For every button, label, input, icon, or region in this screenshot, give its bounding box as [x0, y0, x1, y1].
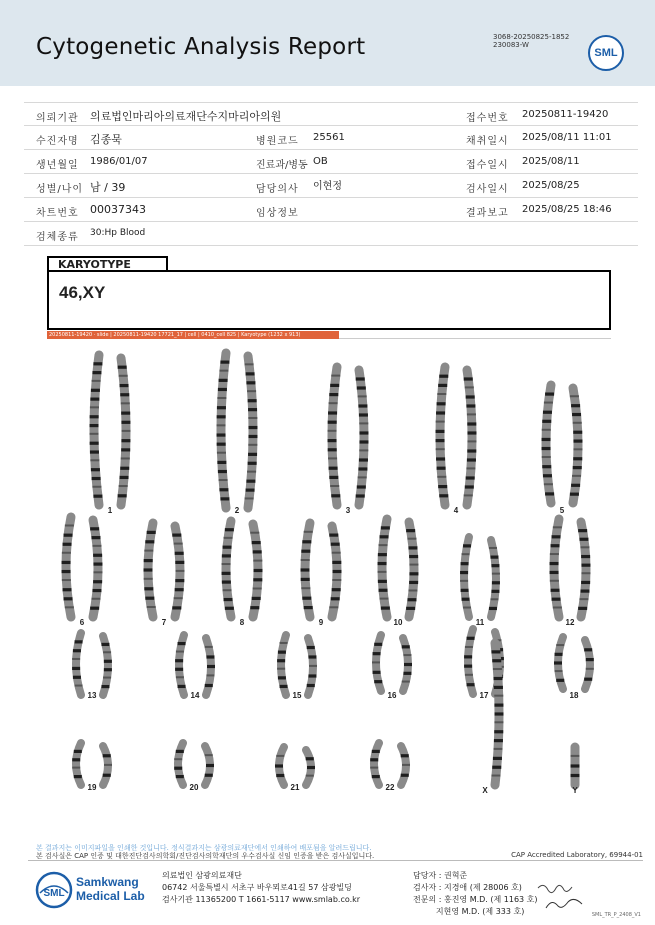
- chromosome-pair: [378, 519, 419, 617]
- chromosome-label: 18: [569, 691, 579, 700]
- chromosome-label: 10: [393, 618, 403, 627]
- dob-label: 생년월일: [36, 160, 79, 171]
- karyotype-result-box: [47, 270, 611, 330]
- chromosome-label: 19: [87, 783, 97, 792]
- chromosome-label: 11: [475, 618, 485, 627]
- sml-badge-text: SML: [594, 47, 618, 59]
- chromosome-pair: [328, 367, 369, 505]
- chart-value: 00037343: [90, 203, 146, 216]
- logo-line-2: Medical Lab: [76, 889, 145, 903]
- reception-no-value: 20250811-19420: [522, 109, 609, 120]
- reception-no-label: 접수번호: [466, 113, 509, 124]
- chromosome-label: 3: [345, 506, 351, 515]
- staff-examiner: 검사자 : 지경애 (제 28006 호): [413, 883, 522, 892]
- chromosome-pair: [72, 743, 112, 785]
- received-value: 2025/08/11: [522, 156, 580, 167]
- info-row: [24, 150, 638, 174]
- chromosome-pair: [62, 517, 103, 617]
- logo-wordmark: [76, 875, 145, 903]
- chromosome-pair: [370, 743, 410, 785]
- logo-line-1: Samkwang: [76, 875, 139, 889]
- karyogram-image: [40, 345, 620, 805]
- reported-label: 결과보고: [466, 208, 509, 219]
- specimen-value: 30:Hp Blood: [90, 228, 146, 238]
- chromosome-label: 8: [239, 618, 245, 627]
- specimen-label: 검체종류: [36, 232, 79, 243]
- org-name: 의료법인 삼광의료재단: [162, 871, 242, 880]
- chromosome-pair: [542, 385, 583, 503]
- chromosome-pair: [174, 743, 214, 785]
- tested-value: 2025/08/25: [522, 180, 580, 191]
- reference-line-1: 3068-20250825-1852: [493, 33, 570, 41]
- chromosome-label: 6: [79, 618, 85, 627]
- collected-label: 채취일시: [466, 136, 509, 147]
- chromosome-label: 21: [290, 783, 300, 792]
- chromosome-label: 14: [190, 691, 200, 700]
- logo-badge-text: SML: [43, 888, 65, 899]
- hospital-code-value: 25561: [313, 132, 345, 143]
- chromosome-label: 4: [453, 506, 459, 515]
- doctor-value: 이현정: [313, 181, 342, 192]
- patient-value: 김종묵: [90, 133, 122, 146]
- chromosome-pair: [372, 635, 412, 691]
- sml-logo-icon: [588, 35, 624, 71]
- chromosome-pair: [275, 747, 315, 785]
- info-row: [24, 126, 638, 150]
- chromosome-label: 2: [234, 506, 240, 515]
- chromosome-pair: [175, 635, 215, 695]
- chromosome-label: 17: [479, 691, 489, 700]
- cap-accreditation: CAP Accredited Laboratory, 69944-01: [511, 851, 643, 859]
- hospital-code-label: 병원코드: [256, 136, 299, 147]
- chromosome-pair: [72, 633, 112, 695]
- dept-value: OB: [313, 156, 328, 167]
- chromosome-label: 22: [385, 783, 395, 792]
- karyogram-caption: 20250811-19420 · slide | 20250811-19420 17721_17 | cell | 0410_cell 825 | Karyotype (1232 x 913): [47, 331, 339, 339]
- chromosome-label: 5: [559, 506, 565, 515]
- info-row: [24, 222, 638, 246]
- tested-label: 검사일시: [466, 184, 509, 195]
- collected-value: 2025/08/11 11:01: [522, 132, 612, 143]
- received-label: 접수일시: [466, 160, 509, 171]
- clinical-label: 임상정보: [256, 208, 299, 219]
- org-street: 06742 서울특별시 서초구 바우뫼로41길 57 삼광빌딩: [162, 883, 352, 892]
- patient-info-table: [24, 102, 638, 246]
- signature-icon: [536, 880, 588, 914]
- info-row: [24, 198, 638, 222]
- divider: [339, 338, 611, 339]
- institution-label: 의뢰기관: [36, 113, 79, 124]
- chromosome-label: Y: [572, 786, 578, 795]
- doctor-label: 담당의사: [256, 184, 299, 195]
- chromosome-label: 1: [107, 506, 113, 515]
- chromosome-pair: [436, 367, 477, 505]
- info-row: [24, 174, 638, 198]
- chromosome-label: 12: [565, 618, 575, 627]
- staff-specialist-2: 지현영 M.D. (제 333 호): [413, 907, 525, 916]
- chart-label: 차트번호: [36, 208, 79, 219]
- chromosome-label: 20: [189, 783, 199, 792]
- disclaimer-print: 본 결과지는 이미지파일을 인쇄한 것입니다. 정식결과지는 삼광의료재단에서 인쇄하여 배포됨을 알려드립니다.: [36, 844, 372, 852]
- staff-list: [413, 870, 538, 918]
- chromosome-pair: [554, 637, 594, 689]
- chromosome-pair: [217, 353, 258, 508]
- dob-value: 1986/01/07: [90, 156, 148, 167]
- chromosome-label: X: [482, 786, 488, 795]
- chromosome-pair: [144, 523, 185, 617]
- disclaimer-accreditation: 본 검사실은 CAP 인증 및 대한진단검사의학회/진단검사의학재단의 우수검사실 신임 인증을 받은 검사실입니다.: [36, 852, 375, 860]
- patient-label: 수진자명: [36, 136, 79, 147]
- chromosome-label: 13: [87, 691, 97, 700]
- sex-age-value: 남 / 39: [90, 181, 126, 194]
- karyotype-result: 46,XY: [59, 283, 106, 302]
- chromosome-label: 15: [292, 691, 302, 700]
- org-contact: 검사기관 11365200 T 1661-5117 www.smlab.co.kr: [162, 895, 361, 904]
- footer-divider: [28, 860, 643, 861]
- sex-age-label: 성별/나이: [36, 184, 84, 195]
- karyogram-svg: [40, 345, 620, 805]
- chromosome-pair: [90, 355, 131, 505]
- chromosome-pair: [222, 521, 263, 617]
- report-reference: [493, 33, 569, 49]
- staff-specialist-1: 전문의 : 홍진영 M.D. (제 1163 호): [413, 895, 538, 904]
- org-address: [162, 870, 360, 906]
- institution-value: 의료법인마리아의료재단수지마리아의원: [90, 110, 282, 123]
- chromosome-pair: [550, 519, 591, 617]
- document-id: SML_TR_P_2408_V1: [591, 912, 641, 918]
- dept-label: 진료과/병동: [256, 160, 308, 171]
- chromosome-pair: [460, 537, 500, 617]
- chromosome-y: [571, 747, 580, 785]
- reference-line-2: 230083-W: [493, 41, 529, 49]
- staff-manager: 담당자 : 권혁준: [413, 871, 468, 880]
- info-row: [24, 102, 638, 126]
- chromosome-label: 16: [387, 691, 397, 700]
- reported-value: 2025/08/25 18:46: [522, 204, 612, 215]
- chromosome-pair: [301, 523, 342, 617]
- report-title: Cytogenetic Analysis Report: [36, 34, 366, 60]
- karyotype-label: KARYOTYPE: [47, 256, 168, 271]
- chromosome-pair: [277, 635, 317, 695]
- chromosome-label: 9: [318, 618, 324, 627]
- report-header: [0, 0, 655, 86]
- chromosome-label: 7: [161, 618, 167, 627]
